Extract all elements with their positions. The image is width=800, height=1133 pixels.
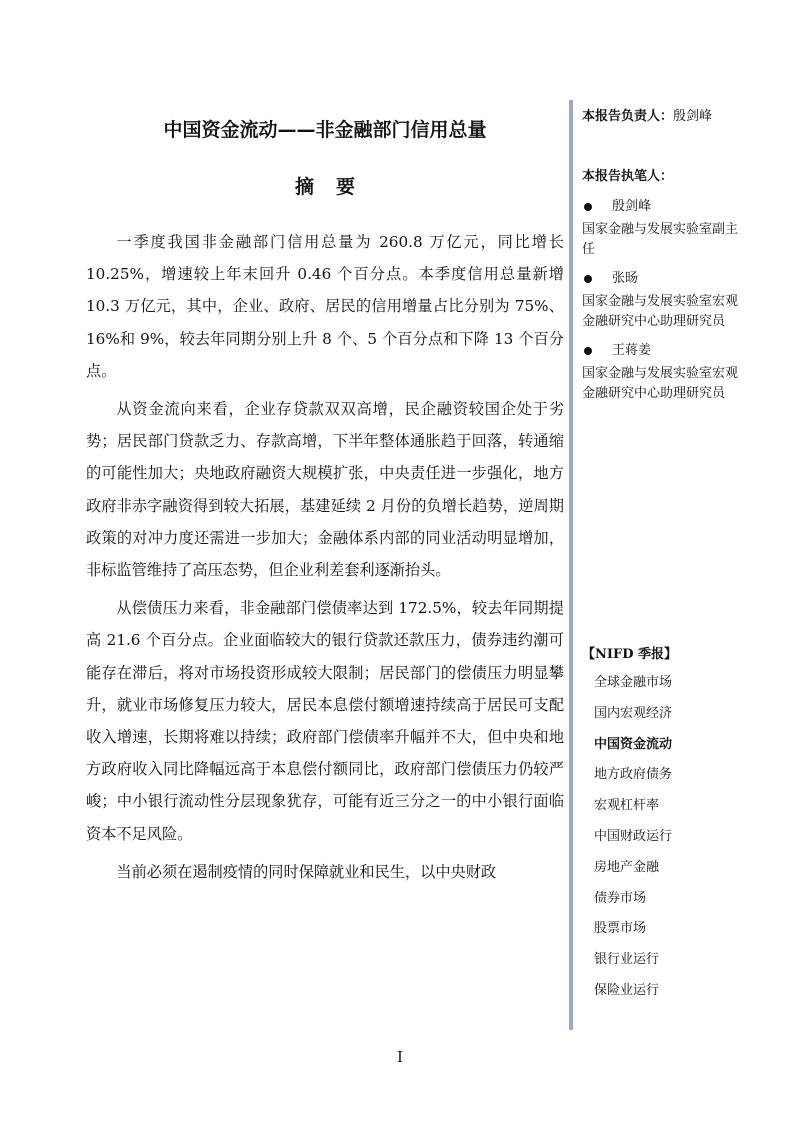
author-name-text: 张旸 [612, 271, 639, 286]
paragraph-3: 从偿债压力来看，非金融部门偿债率达到 172.5%，较去年同期提高 21.6 个百分点。企业面临较大的银行贷款还款压力，债券违约潮可能存在滞后，将对市场投资形成较大限制；居民部门的偿债压力明显攀升，就业市场修复压力较大，居民本息偿付额增速持续高于居民可支配收入增速，长期将难以持续；政府部门偿债率升幅并不大，但中央和地方政府收入同比降幅远高于本息偿付额同比，政府部门偿债压力仍较严峻；中小银行流动性分层现象犹存，可能有近三分之一的中小银行面临资本不足风险。 [86, 599, 564, 843]
author-name [582, 194, 742, 220]
author-affiliation: 国家金融与发展实验室宏观金融研究中心助理研究员 [582, 294, 739, 329]
report-item[interactable]: 宏观杠杆率 [594, 798, 660, 814]
report-series-list [582, 642, 742, 1007]
report-item[interactable]: 地方政府债务 [594, 767, 673, 783]
author-name [582, 338, 742, 364]
author-affiliation: 国家金融与发展实验室宏观金融研究中心助理研究员 [582, 366, 739, 401]
page-number: I [397, 1048, 403, 1066]
author-name-text: 王蒋姜 [612, 343, 652, 358]
paragraph-1: 一季度我国非金融部门信用总量为 260.8 万亿元，同比增长 10.25%，增速较上年末回升 0.46 个百分点。本季度信用总量新增 10.3 万亿元，其中，企业、政府、居民的信用增量占比分别为 75%、16%和 9%，较去年同期分别上升 8 个、5 个百分点和下降 13 个百分点。 [86, 233, 564, 380]
report-item[interactable]: 中国财政运行 [594, 828, 673, 844]
report-item[interactable]: 保险业运行 [594, 982, 660, 998]
paragraph-4: 当前必须在遏制疫情的同时保障就业和民生，以中央财政 [116, 862, 497, 881]
report-item[interactable]: 全球金融市场 [594, 675, 673, 690]
author-affiliation: 国家金融与发展实验室副主任 [582, 222, 739, 257]
owner-label: 本报告负责人： [582, 109, 674, 124]
sidebar [582, 100, 742, 410]
report-item[interactable]: 房地产金融 [594, 859, 660, 875]
bullet-icon [584, 347, 592, 355]
bullet-icon [584, 275, 592, 283]
paragraph-2: 从资金流向来看，企业存贷款双双高增，民企融资较国企处于劣势；居民部门贷款乏力、存款高增，下半年整体通胀趋于回落，转通缩的可能性加大；央地政府融资大规模扩张，中央责任进一步强化，地方政府非赤字融资得到较大拓展，基建延续 2 月份的负增长趋势，逆周期政策的对冲力度还需进一步加大；金融体系内部的同业活动明显增加，非标监管维持了高压态势，但企业利差套利逐渐抬头。 [86, 400, 564, 580]
main-content [86, 112, 564, 894]
report-item[interactable]: 股票市场 [594, 921, 647, 937]
report-item[interactable]: 债券市场 [594, 890, 647, 906]
owner-name: 殷剑峰 [673, 109, 713, 124]
abstract-heading: 摘要 [294, 176, 377, 198]
report-owner [582, 100, 742, 134]
writers-label: 本报告执笔人： [582, 169, 674, 184]
report-item[interactable]: 银行业运行 [594, 952, 660, 968]
report-item-current[interactable]: 中国资金流动 [594, 736, 673, 752]
author-name [582, 266, 742, 292]
author-name-text: 殷剑峰 [612, 199, 652, 214]
sidebar-divider [569, 100, 573, 1030]
report-item[interactable]: 国内宏观经济 [594, 705, 673, 721]
document-title: 中国资金流动——非金融部门信用总量 [163, 119, 487, 141]
report-series-title: 【NIFD 季报】 [582, 647, 677, 662]
bullet-icon [584, 203, 592, 211]
